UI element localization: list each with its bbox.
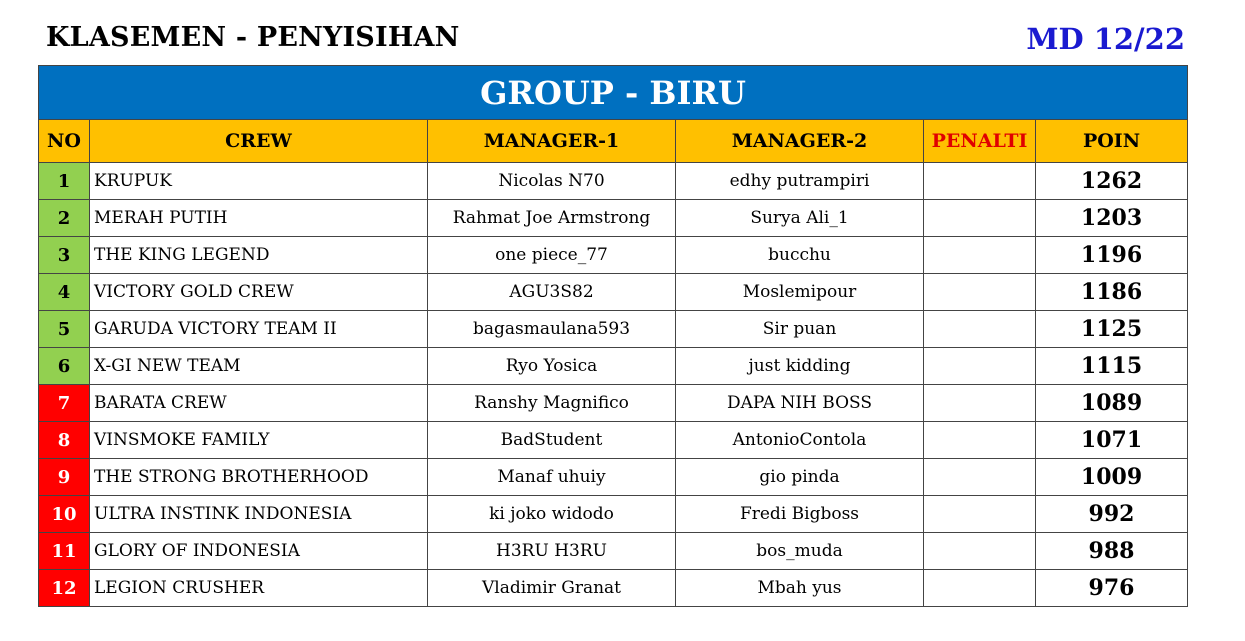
manager-1-cell: Nicolas N70 [428,163,676,200]
points-cell: 1196 [1036,237,1188,274]
penalti-cell [924,311,1036,348]
manager-1-cell: Manaf uhuiy [428,459,676,496]
crew-cell: MERAH PUTIH [90,200,428,237]
manager-2-cell: DAPA NIH BOSS [676,385,924,422]
manager-2-cell: gio pinda [676,459,924,496]
penalti-cell [924,200,1036,237]
crew-cell: VINSMOKE FAMILY [90,422,428,459]
points-cell: 1186 [1036,274,1188,311]
penalti-cell [924,385,1036,422]
crew-cell: THE STRONG BROTHERHOOD [90,459,428,496]
crew-cell: ULTRA INSTINK INDONESIA [90,496,428,533]
table-row [39,422,1188,459]
points-cell: 1089 [1036,385,1188,422]
standings-body [39,163,1188,607]
crew-cell: GLORY OF INDONESIA [90,533,428,570]
rank-cell: 6 [39,348,90,385]
manager-2-cell: Fredi Bigboss [676,496,924,533]
points-cell: 1203 [1036,200,1188,237]
table-row [39,163,1188,200]
manager-2-cell: bucchu [676,237,924,274]
manager-1-cell: Ranshy Magnifico [428,385,676,422]
page-title: KLASEMEN - PENYISIHAN [46,22,460,53]
rank-cell: 3 [39,237,90,274]
crew-cell: LEGION CRUSHER [90,570,428,607]
crew-cell: VICTORY GOLD CREW [90,274,428,311]
group-header-row [39,66,1188,120]
table-row [39,274,1188,311]
manager-2-cell: edhy putrampiri [676,163,924,200]
rank-cell: 9 [39,459,90,496]
table-row [39,237,1188,274]
manager-1-cell: BadStudent [428,422,676,459]
crew-cell: GARUDA VICTORY TEAM II [90,311,428,348]
table-row [39,385,1188,422]
rank-cell: 12 [39,570,90,607]
column-header-crew: CREW [90,120,428,163]
points-cell: 1262 [1036,163,1188,200]
standings-table [38,65,1188,607]
rank-cell: 2 [39,200,90,237]
manager-1-cell: Vladimir Granat [428,570,676,607]
table-row [39,200,1188,237]
penalti-cell [924,533,1036,570]
rank-cell: 8 [39,422,90,459]
manager-1-cell: bagasmaulana593 [428,311,676,348]
manager-1-cell: one piece_77 [428,237,676,274]
penalti-cell [924,274,1036,311]
manager-1-cell: Rahmat Joe Armstrong [428,200,676,237]
manager-2-cell: Sir puan [676,311,924,348]
column-header-manager-1: MANAGER-1 [428,120,676,163]
column-header-penalti: PENALTI [924,120,1036,163]
rank-cell: 10 [39,496,90,533]
manager-2-cell: Moslemipour [676,274,924,311]
crew-cell: KRUPUK [90,163,428,200]
penalti-cell [924,459,1036,496]
table-row [39,570,1188,607]
crew-cell: X-GI NEW TEAM [90,348,428,385]
points-cell: 988 [1036,533,1188,570]
group-title: GROUP - BIRU [39,66,1188,120]
manager-1-cell: Ryo Yosica [428,348,676,385]
column-header-no: NO [39,120,90,163]
matchday-label: MD 12/22 [1026,22,1185,56]
column-header-poin: POIN [1036,120,1188,163]
penalti-cell [924,422,1036,459]
table-row [39,311,1188,348]
column-header-row [39,120,1188,163]
manager-1-cell: H3RU H3RU [428,533,676,570]
points-cell: 1125 [1036,311,1188,348]
penalti-cell [924,348,1036,385]
manager-2-cell: Mbah yus [676,570,924,607]
table-row [39,533,1188,570]
table-row [39,496,1188,533]
penalti-cell [924,570,1036,607]
points-cell: 1009 [1036,459,1188,496]
rank-cell: 7 [39,385,90,422]
penalti-cell [924,237,1036,274]
column-header-manager-2: MANAGER-2 [676,120,924,163]
rank-cell: 5 [39,311,90,348]
points-cell: 1115 [1036,348,1188,385]
rank-cell: 1 [39,163,90,200]
manager-2-cell: just kidding [676,348,924,385]
manager-2-cell: AntonioContola [676,422,924,459]
rank-cell: 4 [39,274,90,311]
penalti-cell [924,496,1036,533]
points-cell: 992 [1036,496,1188,533]
table-row [39,459,1188,496]
rank-cell: 11 [39,533,90,570]
points-cell: 1071 [1036,422,1188,459]
manager-2-cell: Surya Ali_1 [676,200,924,237]
table-row [39,348,1188,385]
manager-1-cell: AGU3S82 [428,274,676,311]
crew-cell: BARATA CREW [90,385,428,422]
points-cell: 976 [1036,570,1188,607]
penalti-cell [924,163,1036,200]
manager-1-cell: ki joko widodo [428,496,676,533]
crew-cell: THE KING LEGEND [90,237,428,274]
manager-2-cell: bos_muda [676,533,924,570]
